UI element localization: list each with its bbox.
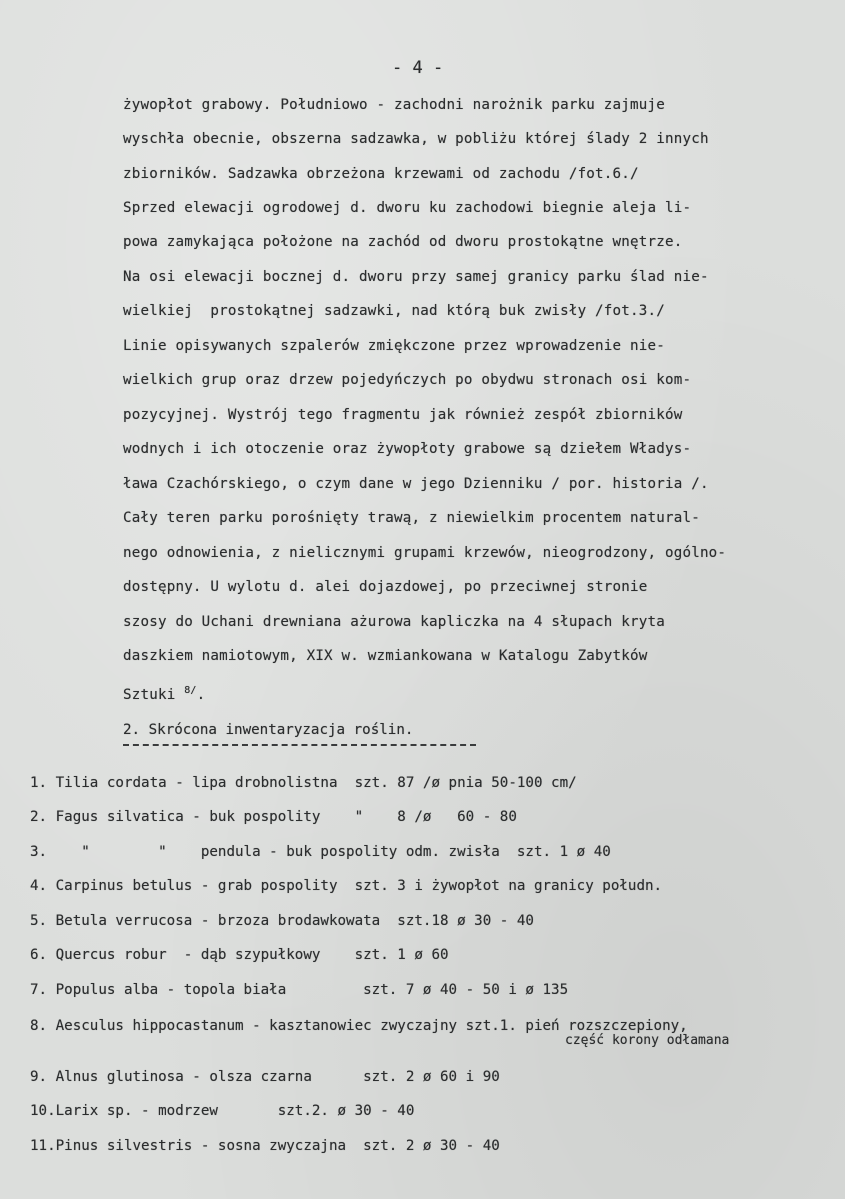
- paragraph-line: wyschła obecnie, obszerna sadzawka, w pobliżu której ślady 2 innych: [123, 131, 709, 147]
- last-line-end: .: [196, 687, 206, 703]
- inventory-item: 2. Fagus silvatica - buk pospolity " 8 /ø 60 - 80: [30, 809, 517, 825]
- inventory-item: 6. Quercus robur - dąb szypułkowy szt. 1 ø 60: [30, 947, 449, 963]
- inventory-item: 1. Tilia cordata - lipa drobnolistna szt. 87 /ø pnia 50-100 cm/: [30, 775, 577, 791]
- paragraph-line: wielkiej prostokątnej sadzawki, nad którą buk zwisły /fot.3./: [123, 303, 665, 319]
- paragraph-line: Cały teren parku porośnięty trawą, z niewielkim procentem natural-: [123, 510, 700, 526]
- paragraph-line: Na osi elewacji bocznej d. dworu przy samej granicy parku ślad nie-: [123, 269, 709, 285]
- inventory-item-continuation: część korony odłamana: [565, 1033, 730, 1048]
- inventory-item: 8. Aesculus hippocastanum - kasztanowiec zwyczajny szt.1. pień rozszczepiony,: [30, 1018, 688, 1034]
- last-line-text: Sztuki: [123, 687, 185, 703]
- inventory-item: 7. Populus alba - topola biała szt. 7 ø 40 - 50 i ø 135: [30, 982, 569, 998]
- paragraph-line: szosy do Uchani drewniana ażurowa kapliczka na 4 słupach kryta: [123, 614, 665, 630]
- inventory-item: 4. Carpinus betulus - grab pospolity szt. 3 i żywopłot na granicy połudn.: [30, 878, 663, 894]
- paragraph-line: daszkiem namiotowym, XIX w. wzmiankowana w Katalogu Zabytków: [123, 648, 648, 664]
- footnote-marker: 8/: [184, 685, 197, 696]
- paragraph-line: powa zamykająca położone na zachód od dworu prostokątne wnętrze.: [123, 234, 683, 250]
- paragraph-line: pozycyjnej. Wystrój tego fragmentu jak również zespół zbiorników: [123, 407, 683, 423]
- section-heading: 2. Skrócona inwentaryzacja roślin.: [123, 722, 414, 738]
- inventory-item: 10.Larix sp. - modrzew szt.2. ø 30 - 40: [30, 1103, 415, 1119]
- page-number: - 4 -: [392, 58, 444, 78]
- paragraph-line: Linie opisywanych szpalerów zmiękczone przez wprowadzenie nie-: [123, 338, 665, 354]
- paragraph-last-line: [123, 682, 205, 704]
- inventory-item: 9. Alnus glutinosa - olsza czarna szt. 2 ø 60 i 90: [30, 1069, 500, 1085]
- heading-underline: [123, 744, 476, 746]
- paragraph-line: zbiorników. Sadzawka obrzeżona krzewami od zachodu /fot.6./: [123, 166, 639, 182]
- paragraph-line: żywopłot grabowy. Południowo - zachodni narożnik parku zajmuje: [123, 97, 665, 113]
- paragraph-line: nego odnowienia, z nielicznymi grupami krzewów, nieogrodzony, ogólno-: [123, 545, 727, 561]
- inventory-item: 11.Pinus silvestris - sosna zwyczajna szt. 2 ø 30 - 40: [30, 1138, 500, 1154]
- paragraph-line: ława Czachórskiego, o czym dane w jego Dzienniku / por. historia /.: [123, 476, 709, 492]
- paragraph-line: wielkich grup oraz drzew pojedyńczych po obydwu stronach osi kom-: [123, 372, 692, 388]
- paragraph-line: dostępny. U wylotu d. alei dojazdowej, po przeciwnej stronie: [123, 579, 648, 595]
- paragraph-line: wodnych i ich otoczenie oraz żywopłoty grabowe są dziełem Władys-: [123, 441, 692, 457]
- paragraph-line: Sprzed elewacji ogrodowej d. dworu ku zachodowi biegnie aleja li-: [123, 200, 692, 216]
- inventory-item: 5. Betula verrucosa - brzoza brodawkowata szt.18 ø 30 - 40: [30, 913, 534, 929]
- inventory-item: 3. " " pendula - buk pospolity odm. zwisła szt. 1 ø 40: [30, 844, 611, 860]
